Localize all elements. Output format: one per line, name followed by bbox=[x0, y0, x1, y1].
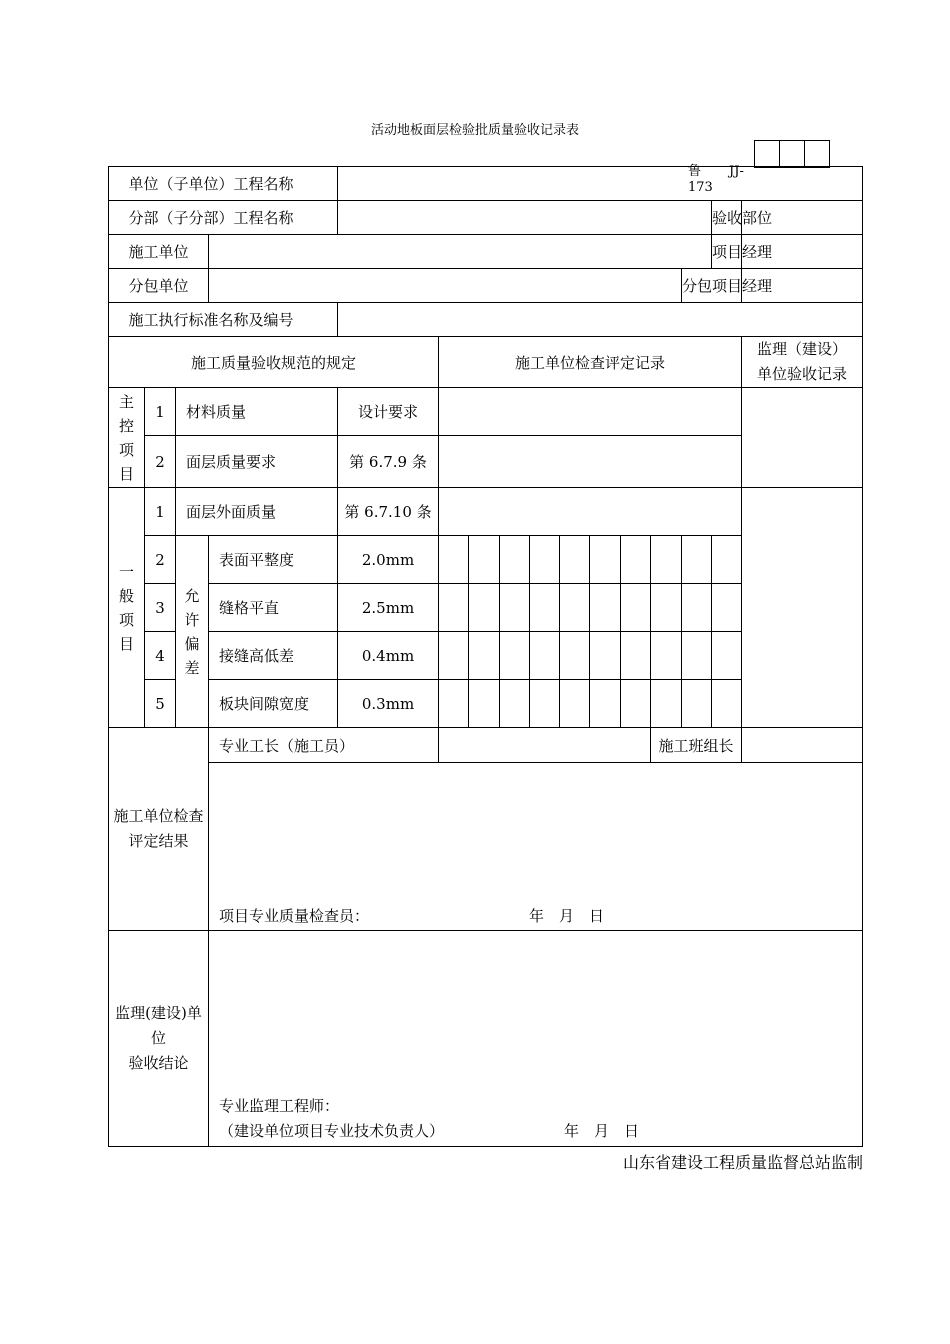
measure-cell[interactable] bbox=[621, 680, 651, 728]
supervision-header-line2: 单位验收记录 bbox=[757, 365, 848, 383]
project-name-label: 单位（子单位）工程名称 bbox=[109, 167, 338, 201]
general-item-record[interactable] bbox=[439, 488, 742, 536]
sub-project-label: 分部（子分部）工程名称 bbox=[109, 201, 338, 235]
main-item-record[interactable] bbox=[439, 436, 742, 488]
project-name-value[interactable] bbox=[338, 167, 863, 201]
measure-cell[interactable] bbox=[621, 632, 651, 680]
measure-cell[interactable] bbox=[651, 536, 682, 584]
main-item-name: 面层质量要求 bbox=[176, 436, 338, 488]
measure-cell[interactable] bbox=[682, 536, 712, 584]
check-result-label: 施工单位检查 评定结果 bbox=[109, 728, 209, 931]
measure-cell[interactable] bbox=[439, 632, 469, 680]
deviation-item-requirement: 2.5mm bbox=[338, 584, 439, 632]
construction-unit-value[interactable] bbox=[209, 235, 712, 269]
deviation-item-name: 缝格平直 bbox=[209, 584, 338, 632]
check-result-area[interactable] bbox=[209, 763, 863, 931]
main-items-group-label: 主 控 项 目 bbox=[109, 388, 145, 488]
measure-cell[interactable] bbox=[530, 632, 560, 680]
record-column-header: 施工单位检查评定记录 bbox=[439, 337, 742, 388]
general-item-requirement: 第 6.7.10 条 bbox=[338, 488, 439, 536]
main-item-requirement: 设计要求 bbox=[338, 388, 439, 436]
main-item-record[interactable] bbox=[439, 388, 742, 436]
measure-cell[interactable] bbox=[560, 632, 590, 680]
measure-cell[interactable] bbox=[651, 632, 682, 680]
measure-cell[interactable] bbox=[590, 680, 621, 728]
measure-cell[interactable] bbox=[469, 584, 500, 632]
acceptance-record-table bbox=[108, 166, 863, 1147]
form-title: 活动地板面层检验批质量验收记录表 bbox=[370, 123, 579, 138]
measure-cell[interactable] bbox=[621, 536, 651, 584]
construction-unit-label: 施工单位 bbox=[109, 235, 209, 269]
footer-issuer: 山东省建设工程质量监督总站监制 bbox=[622, 1153, 863, 1172]
deviation-group-label: 允 许 偏 差 bbox=[176, 536, 209, 728]
code-number: 173 bbox=[688, 180, 713, 195]
code-box[interactable] bbox=[755, 141, 780, 168]
measure-cell[interactable] bbox=[621, 584, 651, 632]
team-leader-value[interactable] bbox=[742, 728, 863, 763]
measure-cell[interactable] bbox=[530, 680, 560, 728]
measure-cell[interactable] bbox=[439, 680, 469, 728]
measure-cell[interactable] bbox=[590, 536, 621, 584]
subcontract-manager-label: 分包项目经理 bbox=[682, 269, 742, 303]
general-item-name: 面层外面质量 bbox=[176, 488, 338, 536]
measure-cell[interactable] bbox=[560, 680, 590, 728]
deviation-item-no: 4 bbox=[145, 632, 176, 680]
measure-cell[interactable] bbox=[712, 632, 742, 680]
measure-cell[interactable] bbox=[682, 680, 712, 728]
main-item-requirement: 第 6.7.9 条 bbox=[338, 436, 439, 488]
measure-cell[interactable] bbox=[712, 584, 742, 632]
deviation-item-requirement: 0.4mm bbox=[338, 632, 439, 680]
deviation-item-name: 接缝高低差 bbox=[209, 632, 338, 680]
code-box[interactable] bbox=[805, 141, 830, 168]
deviation-item-requirement: 2.0mm bbox=[338, 536, 439, 584]
inspector-label: 项目专业质量检查员： bbox=[219, 907, 370, 925]
measure-cell[interactable] bbox=[530, 584, 560, 632]
standard-label: 施工执行标准名称及编号 bbox=[109, 303, 338, 337]
measure-cell[interactable] bbox=[500, 536, 530, 584]
deviation-item-no: 2 bbox=[145, 536, 176, 584]
supervision-result-area[interactable] bbox=[209, 931, 863, 1147]
supervision-result-label: 监理(建设)单位 验收结论 bbox=[109, 931, 209, 1147]
deviation-item-requirement: 0.3mm bbox=[338, 680, 439, 728]
measure-cell[interactable] bbox=[682, 632, 712, 680]
measure-cell[interactable] bbox=[651, 680, 682, 728]
measure-cell[interactable] bbox=[560, 584, 590, 632]
measure-cell[interactable] bbox=[651, 584, 682, 632]
measure-cell[interactable] bbox=[590, 584, 621, 632]
deviation-item-no: 5 bbox=[145, 680, 176, 728]
supervision-header-line1: 监理（建设） bbox=[757, 340, 848, 358]
tech-lead-label: （建设单位项目专业技术负责人） bbox=[219, 1122, 445, 1140]
measure-cell[interactable] bbox=[682, 584, 712, 632]
measure-cell[interactable] bbox=[500, 584, 530, 632]
general-item-no: 1 bbox=[145, 488, 176, 536]
main-item-no: 2 bbox=[145, 436, 176, 488]
deviation-item-no: 3 bbox=[145, 584, 176, 632]
measure-cell[interactable] bbox=[500, 632, 530, 680]
team-leader-label: 施工班组长 bbox=[651, 728, 742, 763]
standard-value[interactable] bbox=[338, 303, 863, 337]
measure-cell[interactable] bbox=[712, 680, 742, 728]
acceptance-part-label: 验收部位 bbox=[712, 201, 742, 235]
subcontract-unit-label: 分包单位 bbox=[109, 269, 209, 303]
measure-cell[interactable] bbox=[530, 536, 560, 584]
measure-cell[interactable] bbox=[712, 536, 742, 584]
measure-cell[interactable] bbox=[590, 632, 621, 680]
deviation-item-name: 板块间隙宽度 bbox=[209, 680, 338, 728]
supervision-date-label: 年 月 日 bbox=[564, 1122, 640, 1140]
general-items-supervision[interactable] bbox=[742, 488, 863, 728]
measure-cell[interactable] bbox=[469, 680, 500, 728]
foreman-label: 专业工长（施工员） bbox=[209, 728, 439, 763]
measure-cell[interactable] bbox=[469, 632, 500, 680]
code-box[interactable] bbox=[780, 141, 805, 168]
deviation-item-name: 表面平整度 bbox=[209, 536, 338, 584]
measure-cell[interactable] bbox=[469, 536, 500, 584]
measure-cell[interactable] bbox=[560, 536, 590, 584]
engineer-label: 专业监理工程师： bbox=[219, 1097, 340, 1115]
spec-column-header: 施工质量验收规范的规定 bbox=[109, 337, 439, 388]
sub-project-value[interactable] bbox=[338, 201, 712, 235]
measure-cell[interactable] bbox=[500, 680, 530, 728]
measure-cell[interactable] bbox=[439, 536, 469, 584]
measure-cell[interactable] bbox=[439, 584, 469, 632]
form-code-boxes bbox=[754, 140, 830, 168]
code-label: JJ- bbox=[729, 164, 744, 179]
main-items-supervision[interactable] bbox=[742, 388, 863, 488]
general-items-group-label: 一 般 项 目 bbox=[109, 488, 145, 728]
supervision-column-header bbox=[742, 337, 863, 388]
foreman-value[interactable] bbox=[439, 728, 651, 763]
main-item-no: 1 bbox=[145, 388, 176, 436]
subcontract-unit-value[interactable] bbox=[209, 269, 682, 303]
check-date-label: 年 月 日 bbox=[529, 907, 605, 925]
main-item-name: 材料质量 bbox=[176, 388, 338, 436]
code-prefix: 鲁 bbox=[688, 164, 702, 179]
project-manager-label: 项目经理 bbox=[712, 235, 742, 269]
